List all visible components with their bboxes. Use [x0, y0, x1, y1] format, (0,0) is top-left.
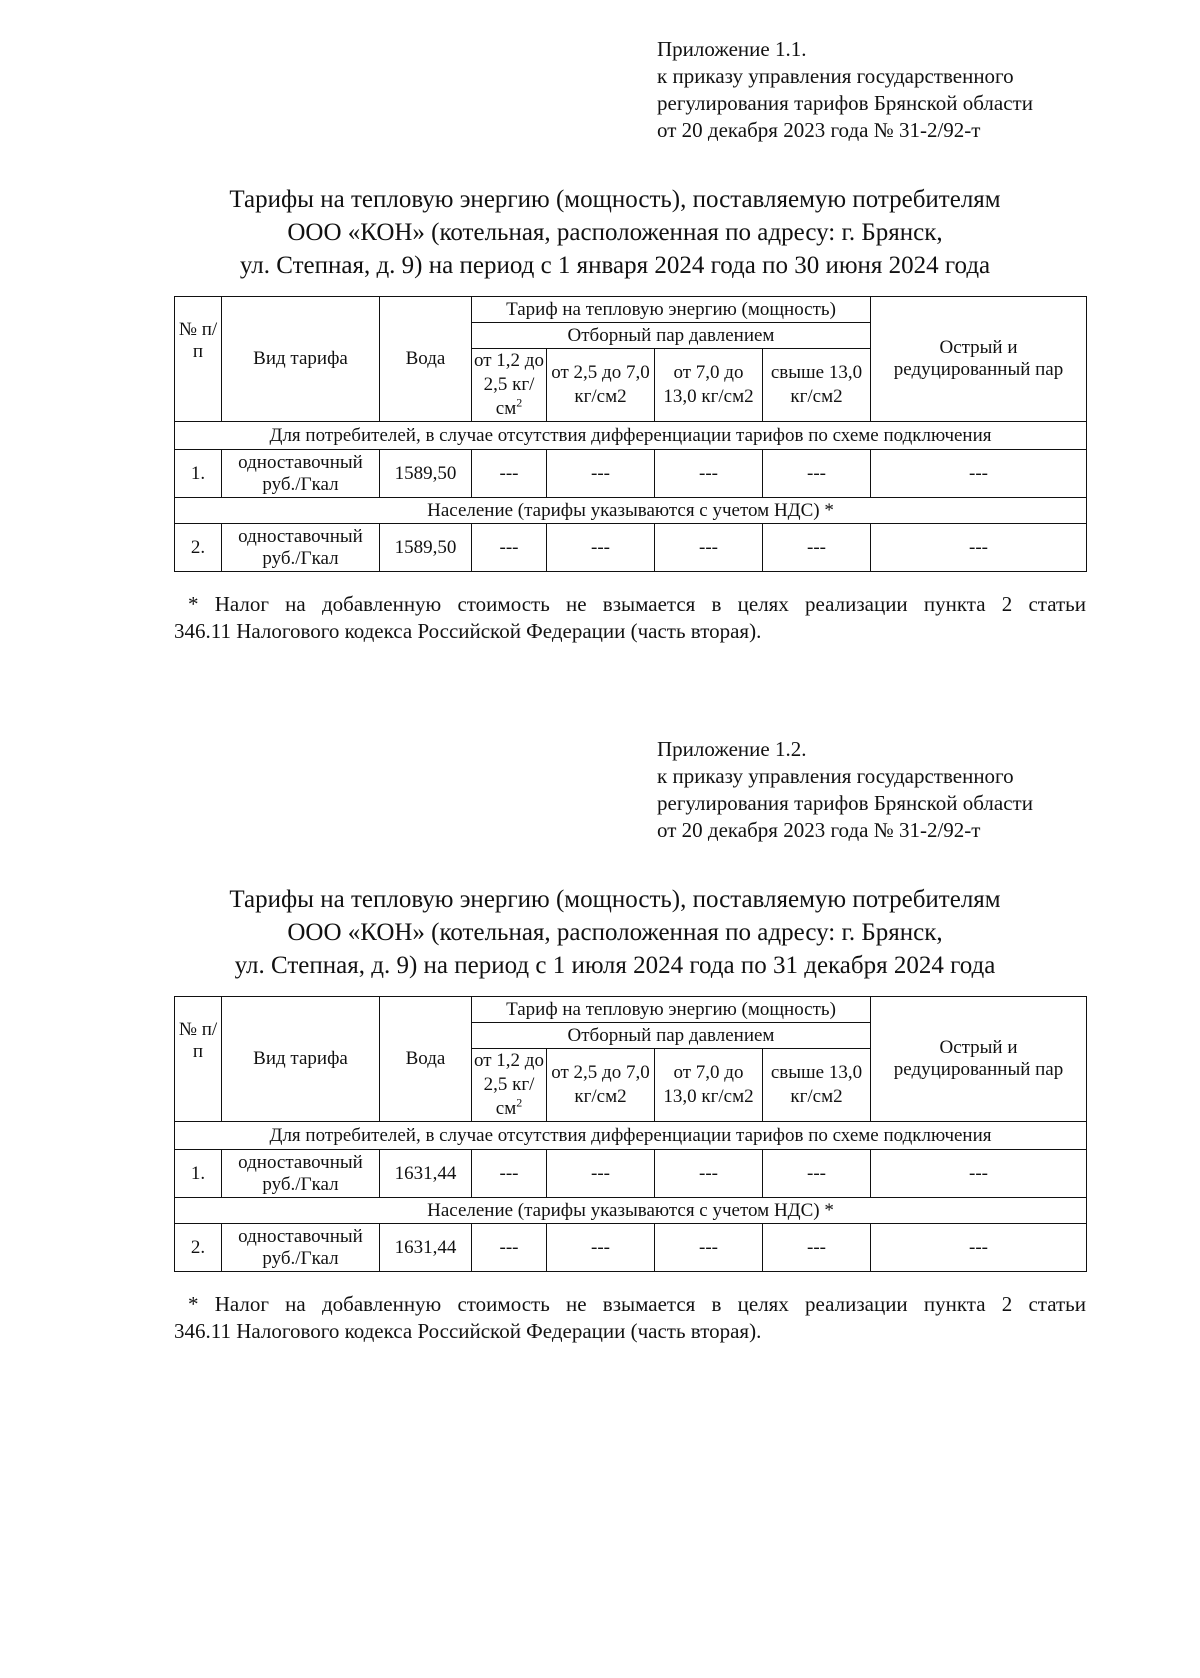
row-cell: ---	[655, 450, 763, 498]
row-water-value: 1631,44	[380, 1224, 472, 1272]
footnote	[174, 591, 1086, 645]
row-num: 1.	[175, 1150, 222, 1198]
row-cell: ---	[655, 1150, 763, 1198]
row-cell: ---	[871, 524, 1087, 572]
title-line: ООО «КОН» (котельная, расположенная по адресу: г. Брянск,	[287, 219, 943, 246]
row-cell: ---	[763, 1224, 871, 1272]
header-tariff-type: Вид тарифа	[222, 297, 380, 422]
row-cell: ---	[763, 524, 871, 572]
header-tariff-heat: Тариф на тепловую энергию (мощность)	[472, 297, 871, 323]
tariff-table	[174, 296, 1087, 572]
header-pressure-4: свыше 13,0 кг/см2	[763, 349, 871, 422]
row-cell: ---	[547, 450, 655, 498]
pressure-1-unit: кг/см	[495, 1074, 535, 1119]
title-line: Тарифы на тепловую энергию (мощность), поставляемую потребителям	[229, 886, 1001, 913]
row-water-value: 1589,50	[380, 524, 472, 572]
header-pressure-3: от 7,0 до 13,0 кг/см2	[655, 349, 763, 422]
appendix-header	[657, 36, 1033, 144]
row-cell: ---	[871, 1150, 1087, 1198]
appendix-header	[657, 736, 1033, 844]
group-row-population: Население (тарифы указываются с учетом НДС) *	[175, 1198, 1087, 1224]
appendix-line: регулирования тарифов Брянской области	[657, 791, 1033, 815]
pressure-1-unit-sup: 2	[516, 395, 523, 410]
row-cell: ---	[472, 1224, 547, 1272]
row-cell: ---	[472, 450, 547, 498]
group-row-consumers: Для потребителей, в случае отсутствия дифференциации тарифов по схеме подключения	[175, 422, 1087, 450]
header-pressure-2: от 2,5 до 7,0 кг/см2	[547, 1049, 655, 1122]
section-title	[170, 883, 1060, 982]
row-cell: ---	[763, 450, 871, 498]
header-water: Вода	[380, 297, 472, 422]
appendix-line: регулирования тарифов Брянской области	[657, 91, 1033, 115]
row-cell: ---	[547, 1150, 655, 1198]
header-tariff-type: Вид тарифа	[222, 997, 380, 1122]
header-sharp-steam: Острый и редуцированный пар	[871, 997, 1087, 1122]
header-steam-pressure: Отборный пар давлением	[472, 1023, 871, 1049]
header-sharp-steam: Острый и редуцированный пар	[871, 297, 1087, 422]
title-line: ООО «КОН» (котельная, расположенная по адресу: г. Брянск,	[287, 919, 943, 946]
row-num: 2.	[175, 524, 222, 572]
pressure-1-unit: кг/см	[495, 374, 535, 419]
header-pressure-2: от 2,5 до 7,0 кг/см2	[547, 349, 655, 422]
pressure-1-range: от 1,2 до 2,5	[474, 1050, 544, 1095]
appendix-line: Приложение 1.1.	[657, 37, 807, 61]
title-line: ул. Степная, д. 9) на период с 1 января 2024 года по 30 июня 2024 года	[239, 252, 991, 279]
title-line: ул. Степная, д. 9) на период с 1 июля 2024 года по 31 декабря 2024 года	[234, 952, 996, 979]
pressure-1-unit-sup: 2	[516, 1095, 523, 1110]
footnote	[174, 1291, 1086, 1345]
row-cell: ---	[871, 1224, 1087, 1272]
header-pressure-1	[472, 349, 547, 422]
row-tariff-type: одноставочный руб./Гкал	[222, 524, 380, 572]
row-cell: ---	[547, 1224, 655, 1272]
appendix-line: Приложение 1.2.	[657, 737, 807, 761]
appendix-line: от 20 декабря 2023 года № 31-2/92-т	[657, 818, 981, 842]
footnote-line: * Налог на добавленную стоимость не взымается в целях реализации пункта 2 статьи	[188, 592, 1086, 616]
row-tariff-type: одноставочный руб./Гкал	[222, 450, 380, 498]
row-num: 2.	[175, 1224, 222, 1272]
footnote-line: * Налог на добавленную стоимость не взымается в целях реализации пункта 2 статьи	[188, 1292, 1086, 1316]
row-tariff-type: одноставочный руб./Гкал	[222, 1224, 380, 1272]
footnote-line: 346.11 Налогового кодекса Российской Федерации (часть вторая).	[174, 619, 762, 643]
row-cell: ---	[472, 1150, 547, 1198]
row-tariff-type: одноставочный руб./Гкал	[222, 1150, 380, 1198]
header-num: № п/ п	[175, 297, 222, 422]
row-num: 1.	[175, 450, 222, 498]
row-cell: ---	[472, 524, 547, 572]
pressure-1-range: от 1,2 до 2,5	[474, 350, 544, 395]
row-water-value: 1589,50	[380, 450, 472, 498]
row-cell: ---	[547, 524, 655, 572]
row-cell: ---	[655, 1224, 763, 1272]
appendix-line: к приказу управления государственного	[657, 64, 1014, 88]
section-title	[170, 183, 1060, 282]
row-water-value: 1631,44	[380, 1150, 472, 1198]
header-tariff-heat: Тариф на тепловую энергию (мощность)	[472, 997, 871, 1023]
title-line: Тарифы на тепловую энергию (мощность), поставляемую потребителям	[229, 186, 1001, 213]
group-row-population: Население (тарифы указываются с учетом НДС) *	[175, 498, 1087, 524]
tariff-table	[174, 996, 1087, 1272]
appendix-line: от 20 декабря 2023 года № 31-2/92-т	[657, 118, 981, 142]
appendix-line: к приказу управления государственного	[657, 764, 1014, 788]
header-pressure-3: от 7,0 до 13,0 кг/см2	[655, 1049, 763, 1122]
row-cell: ---	[763, 1150, 871, 1198]
row-cell: ---	[655, 524, 763, 572]
header-pressure-1	[472, 1049, 547, 1122]
row-cell: ---	[871, 450, 1087, 498]
header-pressure-4: свыше 13,0 кг/см2	[763, 1049, 871, 1122]
header-steam-pressure: Отборный пар давлением	[472, 323, 871, 349]
header-water: Вода	[380, 997, 472, 1122]
header-num: № п/ п	[175, 997, 222, 1122]
footnote-line: 346.11 Налогового кодекса Российской Федерации (часть вторая).	[174, 1319, 762, 1343]
group-row-consumers: Для потребителей, в случае отсутствия дифференциации тарифов по схеме подключения	[175, 1122, 1087, 1150]
